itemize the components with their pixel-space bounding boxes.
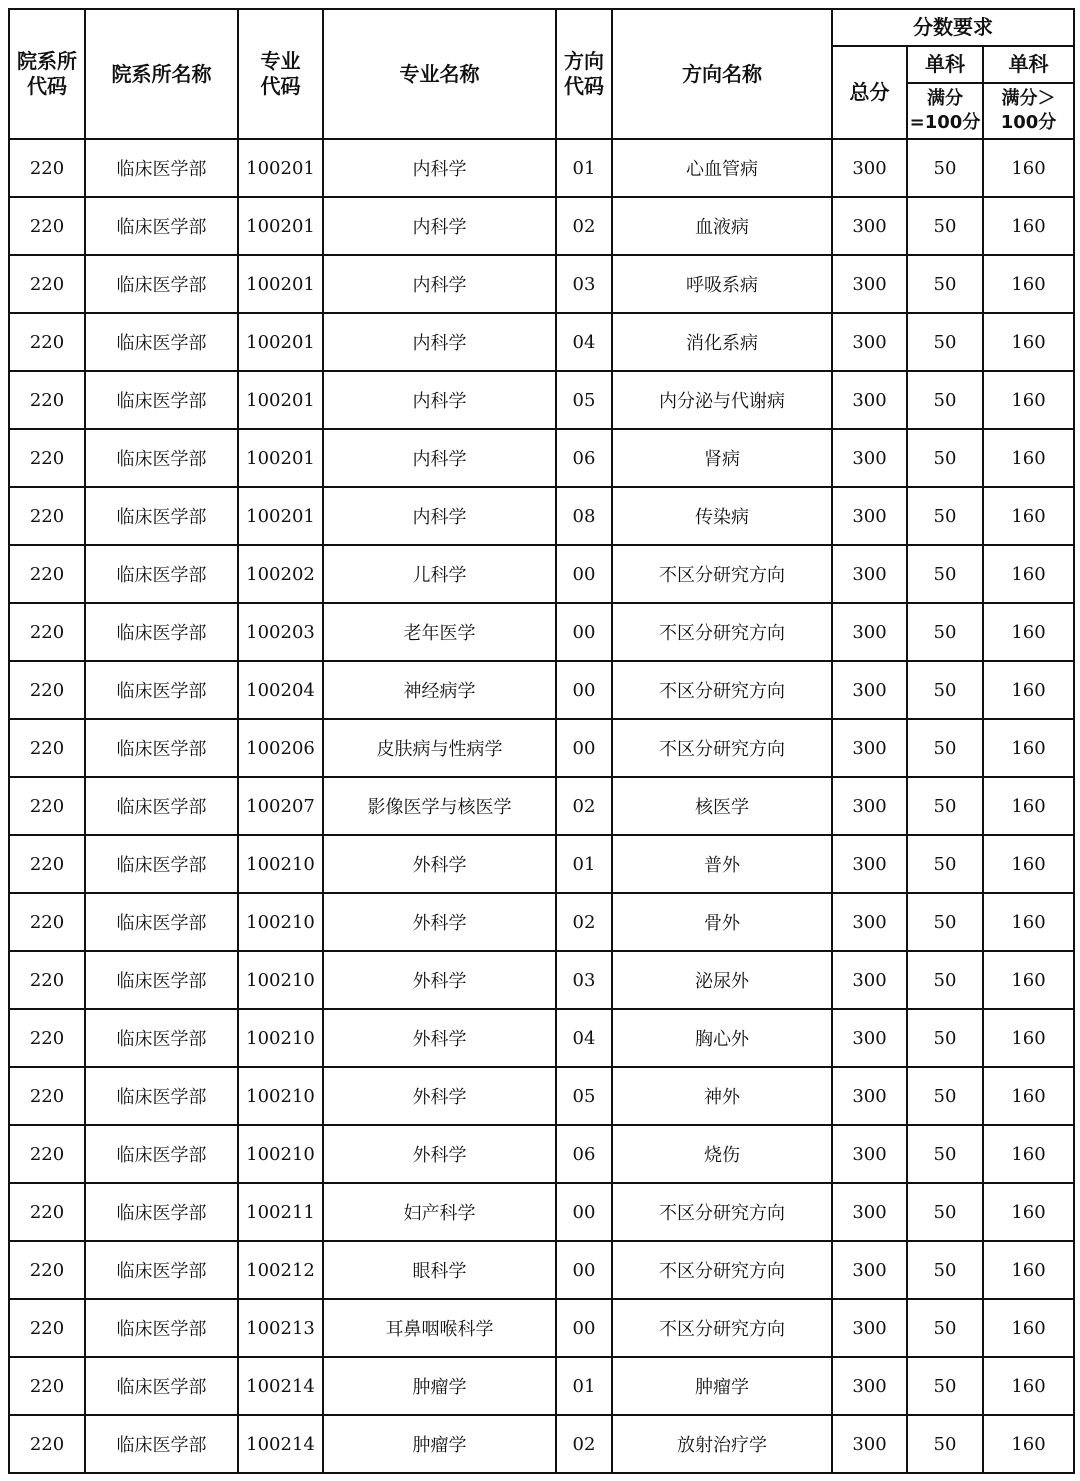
- single-score-100-cell: 50: [907, 1183, 983, 1241]
- dept-code-cell: 220: [9, 1415, 85, 1473]
- dept-name-cell: 临床医学部: [85, 1241, 238, 1299]
- direction-name-cell: 心血管病: [612, 139, 832, 197]
- single-score-100-cell: 50: [907, 255, 983, 313]
- major-code-cell: 100202: [238, 545, 323, 603]
- table-row: [9, 255, 1074, 313]
- direction-code-cell: 00: [556, 1183, 612, 1241]
- single-score-100-cell: 50: [907, 835, 983, 893]
- direction-code-cell: 05: [556, 1067, 612, 1125]
- dept-name-cell: 临床医学部: [85, 487, 238, 545]
- dept-code-cell: 220: [9, 371, 85, 429]
- header-single-subject-1: [907, 46, 983, 83]
- direction-name-cell: 胸心外: [612, 1009, 832, 1067]
- header-single-subject-2-text: 单科: [1008, 52, 1049, 76]
- direction-code-cell: 02: [556, 1415, 612, 1473]
- major-code-cell: 100203: [238, 603, 323, 661]
- table-row: [9, 1067, 1074, 1125]
- table-row: [9, 545, 1074, 603]
- major-code-cell: 100214: [238, 1415, 323, 1473]
- major-code-cell: 100204: [238, 661, 323, 719]
- single-score-gt100-cell: 160: [983, 1009, 1074, 1067]
- header-total-score: [832, 46, 907, 139]
- single-score-100-cell: 50: [907, 1125, 983, 1183]
- table-row: [9, 1357, 1074, 1415]
- major-name-cell: 老年医学: [323, 603, 556, 661]
- total-score-cell: 300: [832, 313, 907, 371]
- total-score-cell: 300: [832, 835, 907, 893]
- table-row: [9, 1009, 1074, 1067]
- direction-name-cell: 不区分研究方向: [612, 719, 832, 777]
- total-score-cell: 300: [832, 719, 907, 777]
- total-score-cell: 300: [832, 255, 907, 313]
- major-name-cell: 肿瘤学: [323, 1415, 556, 1473]
- single-score-gt100-cell: 160: [983, 1125, 1074, 1183]
- direction-name-cell: 血液病: [612, 197, 832, 255]
- major-name-cell: 肿瘤学: [323, 1357, 556, 1415]
- dept-code-cell: 220: [9, 487, 85, 545]
- table-row: [9, 371, 1074, 429]
- major-code-cell: 100213: [238, 1299, 323, 1357]
- single-score-gt100-cell: 160: [983, 1299, 1074, 1357]
- major-code-cell: 100210: [238, 1009, 323, 1067]
- major-code-cell: 100201: [238, 139, 323, 197]
- header-full-100: [907, 83, 983, 139]
- total-score-cell: 300: [832, 429, 907, 487]
- dept-code-cell: 220: [9, 893, 85, 951]
- table-row: [9, 893, 1074, 951]
- direction-code-cell: 06: [556, 429, 612, 487]
- single-score-100-cell: 50: [907, 1415, 983, 1473]
- total-score-cell: 300: [832, 139, 907, 197]
- header-dir-name-text: 方向名称: [682, 61, 762, 86]
- direction-code-cell: 08: [556, 487, 612, 545]
- dept-name-cell: 临床医学部: [85, 893, 238, 951]
- dept-code-cell: 220: [9, 1067, 85, 1125]
- direction-name-cell: 核医学: [612, 777, 832, 835]
- header-score-requirements-text: 分数要求: [913, 15, 993, 39]
- header-dept-name: [85, 9, 238, 139]
- header-major-name-text: 专业名称: [399, 61, 480, 86]
- dept-name-cell: 临床医学部: [85, 313, 238, 371]
- dept-name-cell: 临床医学部: [85, 777, 238, 835]
- dept-name-cell: 临床医学部: [85, 255, 238, 313]
- single-score-gt100-cell: 160: [983, 951, 1074, 1009]
- major-name-cell: 内科学: [323, 139, 556, 197]
- single-score-gt100-cell: 160: [983, 545, 1074, 603]
- header-dept-code: [9, 9, 85, 139]
- total-score-cell: 300: [832, 1067, 907, 1125]
- major-code-cell: 100207: [238, 777, 323, 835]
- single-score-100-cell: 50: [907, 487, 983, 545]
- major-code-cell: 100201: [238, 429, 323, 487]
- total-score-cell: 300: [832, 371, 907, 429]
- major-name-cell: 神经病学: [323, 661, 556, 719]
- single-score-100-cell: 50: [907, 719, 983, 777]
- dept-code-cell: 220: [9, 197, 85, 255]
- major-code-cell: 100214: [238, 1357, 323, 1415]
- direction-code-cell: 01: [556, 1357, 612, 1415]
- single-score-gt100-cell: 160: [983, 139, 1074, 197]
- direction-name-cell: 不区分研究方向: [612, 603, 832, 661]
- single-score-100-cell: 50: [907, 1067, 983, 1125]
- direction-name-cell: 神外: [612, 1067, 832, 1125]
- major-name-cell: 眼科学: [323, 1241, 556, 1299]
- dept-code-cell: 220: [9, 139, 85, 197]
- single-score-gt100-cell: 160: [983, 197, 1074, 255]
- single-score-100-cell: 50: [907, 893, 983, 951]
- direction-name-cell: 消化系病: [612, 313, 832, 371]
- total-score-cell: 300: [832, 545, 907, 603]
- dept-code-cell: 220: [9, 1009, 85, 1067]
- direction-code-cell: 04: [556, 313, 612, 371]
- dept-code-cell: 220: [9, 1357, 85, 1415]
- header-major-name: [323, 9, 556, 139]
- single-score-gt100-cell: 160: [983, 487, 1074, 545]
- direction-name-cell: 呼吸系病: [612, 255, 832, 313]
- header-major-code-text: 专业 代码: [260, 49, 301, 98]
- single-score-100-cell: 50: [907, 545, 983, 603]
- dept-code-cell: 220: [9, 835, 85, 893]
- major-name-cell: 耳鼻咽喉科学: [323, 1299, 556, 1357]
- direction-name-cell: 泌尿外: [612, 951, 832, 1009]
- major-name-cell: 妇产科学: [323, 1183, 556, 1241]
- single-score-gt100-cell: 160: [983, 661, 1074, 719]
- single-score-gt100-cell: 160: [983, 1067, 1074, 1125]
- major-code-cell: 100201: [238, 255, 323, 313]
- single-score-100-cell: 50: [907, 1357, 983, 1415]
- single-score-100-cell: 50: [907, 1009, 983, 1067]
- direction-name-cell: 传染病: [612, 487, 832, 545]
- major-code-cell: 100210: [238, 835, 323, 893]
- direction-code-cell: 00: [556, 661, 612, 719]
- table-row: [9, 1241, 1074, 1299]
- table-row: [9, 835, 1074, 893]
- table-header: [9, 9, 1074, 139]
- direction-code-cell: 05: [556, 371, 612, 429]
- header-major-code: [238, 9, 323, 139]
- major-name-cell: 影像医学与核医学: [323, 777, 556, 835]
- header-dept-name-text: 院系所名称: [111, 61, 212, 86]
- total-score-cell: 300: [832, 1125, 907, 1183]
- total-score-cell: 300: [832, 893, 907, 951]
- single-score-gt100-cell: 160: [983, 719, 1074, 777]
- direction-code-cell: 00: [556, 719, 612, 777]
- single-score-100-cell: 50: [907, 197, 983, 255]
- header-dir-code: [556, 9, 612, 139]
- total-score-cell: 300: [832, 777, 907, 835]
- direction-code-cell: 02: [556, 197, 612, 255]
- major-code-cell: 100210: [238, 893, 323, 951]
- single-score-100-cell: 50: [907, 661, 983, 719]
- single-score-100-cell: 50: [907, 1299, 983, 1357]
- direction-name-cell: 不区分研究方向: [612, 1299, 832, 1357]
- dept-name-cell: 临床医学部: [85, 1357, 238, 1415]
- table-body: [9, 139, 1074, 1473]
- direction-name-cell: 普外: [612, 835, 832, 893]
- header-single-subject-2: [983, 46, 1074, 83]
- header-dir-name: [612, 9, 832, 139]
- dept-code-cell: 220: [9, 719, 85, 777]
- dept-name-cell: 临床医学部: [85, 197, 238, 255]
- major-code-cell: 100201: [238, 313, 323, 371]
- header-single-subject-1-text: 单科: [925, 52, 965, 76]
- table-row: [9, 1415, 1074, 1473]
- dept-name-cell: 临床医学部: [85, 1125, 238, 1183]
- total-score-cell: 300: [832, 1299, 907, 1357]
- single-score-gt100-cell: 160: [983, 1241, 1074, 1299]
- dept-name-cell: 临床医学部: [85, 951, 238, 1009]
- dept-code-cell: 220: [9, 951, 85, 1009]
- dept-code-cell: 220: [9, 313, 85, 371]
- dept-name-cell: 临床医学部: [85, 545, 238, 603]
- direction-name-cell: 骨外: [612, 893, 832, 951]
- dept-name-cell: 临床医学部: [85, 1067, 238, 1125]
- direction-code-cell: 04: [556, 1009, 612, 1067]
- dept-code-cell: 220: [9, 661, 85, 719]
- dept-code-cell: 220: [9, 1241, 85, 1299]
- major-code-cell: 100201: [238, 371, 323, 429]
- dept-code-cell: 220: [9, 777, 85, 835]
- single-score-gt100-cell: 160: [983, 371, 1074, 429]
- major-code-cell: 100210: [238, 1067, 323, 1125]
- header-full-100-text: 满分 =100分: [909, 88, 981, 133]
- table-row: [9, 139, 1074, 197]
- direction-name-cell: 肾病: [612, 429, 832, 487]
- dept-name-cell: 临床医学部: [85, 429, 238, 487]
- single-score-gt100-cell: 160: [983, 893, 1074, 951]
- header-full-gt-100: [983, 83, 1074, 139]
- total-score-cell: 300: [832, 1183, 907, 1241]
- table-row: [9, 777, 1074, 835]
- major-name-cell: 外科学: [323, 1009, 556, 1067]
- dept-name-cell: 临床医学部: [85, 719, 238, 777]
- single-score-gt100-cell: 160: [983, 835, 1074, 893]
- dept-name-cell: 临床医学部: [85, 661, 238, 719]
- dept-name-cell: 临床医学部: [85, 603, 238, 661]
- total-score-cell: 300: [832, 661, 907, 719]
- header-total-score-text: 总分: [849, 80, 890, 104]
- direction-name-cell: 不区分研究方向: [612, 661, 832, 719]
- single-score-gt100-cell: 160: [983, 1183, 1074, 1241]
- table-row: [9, 197, 1074, 255]
- header-score-requirements: [832, 9, 1074, 46]
- direction-code-cell: 00: [556, 1299, 612, 1357]
- dept-name-cell: 临床医学部: [85, 1415, 238, 1473]
- table-row: [9, 603, 1074, 661]
- single-score-100-cell: 50: [907, 777, 983, 835]
- major-code-cell: 100201: [238, 197, 323, 255]
- total-score-cell: 300: [832, 487, 907, 545]
- major-code-cell: 100206: [238, 719, 323, 777]
- dept-name-cell: 临床医学部: [85, 1009, 238, 1067]
- total-score-cell: 300: [832, 603, 907, 661]
- single-score-gt100-cell: 160: [983, 429, 1074, 487]
- single-score-100-cell: 50: [907, 603, 983, 661]
- single-score-100-cell: 50: [907, 951, 983, 1009]
- major-name-cell: 儿科学: [323, 545, 556, 603]
- major-name-cell: 外科学: [323, 1125, 556, 1183]
- direction-code-cell: 03: [556, 255, 612, 313]
- table-row: [9, 487, 1074, 545]
- table-row: [9, 1183, 1074, 1241]
- dept-code-cell: 220: [9, 1183, 85, 1241]
- single-score-100-cell: 50: [907, 429, 983, 487]
- table-row: [9, 719, 1074, 777]
- dept-code-cell: 220: [9, 429, 85, 487]
- table-row: [9, 951, 1074, 1009]
- dept-name-cell: 临床医学部: [85, 139, 238, 197]
- table-row: [9, 1125, 1074, 1183]
- single-score-gt100-cell: 160: [983, 1415, 1074, 1473]
- single-score-gt100-cell: 160: [983, 603, 1074, 661]
- major-code-cell: 100210: [238, 1125, 323, 1183]
- header-full-gt-100-text: 满分＞ 100分: [1000, 88, 1057, 133]
- direction-name-cell: 烧伤: [612, 1125, 832, 1183]
- major-code-cell: 100211: [238, 1183, 323, 1241]
- dept-code-cell: 220: [9, 1299, 85, 1357]
- total-score-cell: 300: [832, 951, 907, 1009]
- direction-name-cell: 肿瘤学: [612, 1357, 832, 1415]
- major-name-cell: 皮肤病与性病学: [323, 719, 556, 777]
- major-code-cell: 100210: [238, 951, 323, 1009]
- header-dir-code-text: 方向 代码: [564, 49, 604, 98]
- major-code-cell: 100212: [238, 1241, 323, 1299]
- score-requirements-table: [8, 8, 1075, 1474]
- major-code-cell: 100201: [238, 487, 323, 545]
- direction-name-cell: 内分泌与代谢病: [612, 371, 832, 429]
- direction-name-cell: 不区分研究方向: [612, 1183, 832, 1241]
- total-score-cell: 300: [832, 1241, 907, 1299]
- total-score-cell: 300: [832, 1357, 907, 1415]
- direction-code-cell: 00: [556, 603, 612, 661]
- dept-code-cell: 220: [9, 1125, 85, 1183]
- single-score-gt100-cell: 160: [983, 255, 1074, 313]
- major-name-cell: 内科学: [323, 313, 556, 371]
- direction-code-cell: 06: [556, 1125, 612, 1183]
- single-score-gt100-cell: 160: [983, 777, 1074, 835]
- major-name-cell: 外科学: [323, 893, 556, 951]
- dept-code-cell: 220: [9, 545, 85, 603]
- dept-code-cell: 220: [9, 255, 85, 313]
- major-name-cell: 外科学: [323, 1067, 556, 1125]
- direction-name-cell: 不区分研究方向: [612, 545, 832, 603]
- table-row: [9, 661, 1074, 719]
- major-name-cell: 内科学: [323, 255, 556, 313]
- direction-code-cell: 01: [556, 835, 612, 893]
- major-name-cell: 内科学: [323, 429, 556, 487]
- table-row: [9, 429, 1074, 487]
- single-score-100-cell: 50: [907, 1241, 983, 1299]
- single-score-100-cell: 50: [907, 139, 983, 197]
- single-score-gt100-cell: 160: [983, 1357, 1074, 1415]
- total-score-cell: 300: [832, 1415, 907, 1473]
- single-score-gt100-cell: 160: [983, 313, 1074, 371]
- dept-name-cell: 临床医学部: [85, 371, 238, 429]
- dept-name-cell: 临床医学部: [85, 1299, 238, 1357]
- dept-code-cell: 220: [9, 603, 85, 661]
- direction-code-cell: 01: [556, 139, 612, 197]
- major-name-cell: 内科学: [323, 197, 556, 255]
- total-score-cell: 300: [832, 1009, 907, 1067]
- major-name-cell: 外科学: [323, 951, 556, 1009]
- major-name-cell: 内科学: [323, 371, 556, 429]
- direction-code-cell: 02: [556, 777, 612, 835]
- dept-name-cell: 临床医学部: [85, 1183, 238, 1241]
- direction-code-cell: 00: [556, 545, 612, 603]
- single-score-100-cell: 50: [907, 313, 983, 371]
- single-score-100-cell: 50: [907, 371, 983, 429]
- direction-name-cell: 不区分研究方向: [612, 1241, 832, 1299]
- dept-name-cell: 临床医学部: [85, 835, 238, 893]
- major-name-cell: 内科学: [323, 487, 556, 545]
- table-row: [9, 313, 1074, 371]
- direction-name-cell: 放射治疗学: [612, 1415, 832, 1473]
- direction-code-cell: 02: [556, 893, 612, 951]
- direction-code-cell: 00: [556, 1241, 612, 1299]
- total-score-cell: 300: [832, 197, 907, 255]
- major-name-cell: 外科学: [323, 835, 556, 893]
- direction-code-cell: 03: [556, 951, 612, 1009]
- table-row: [9, 1299, 1074, 1357]
- header-dept-code-text: 院系所 代码: [17, 49, 77, 98]
